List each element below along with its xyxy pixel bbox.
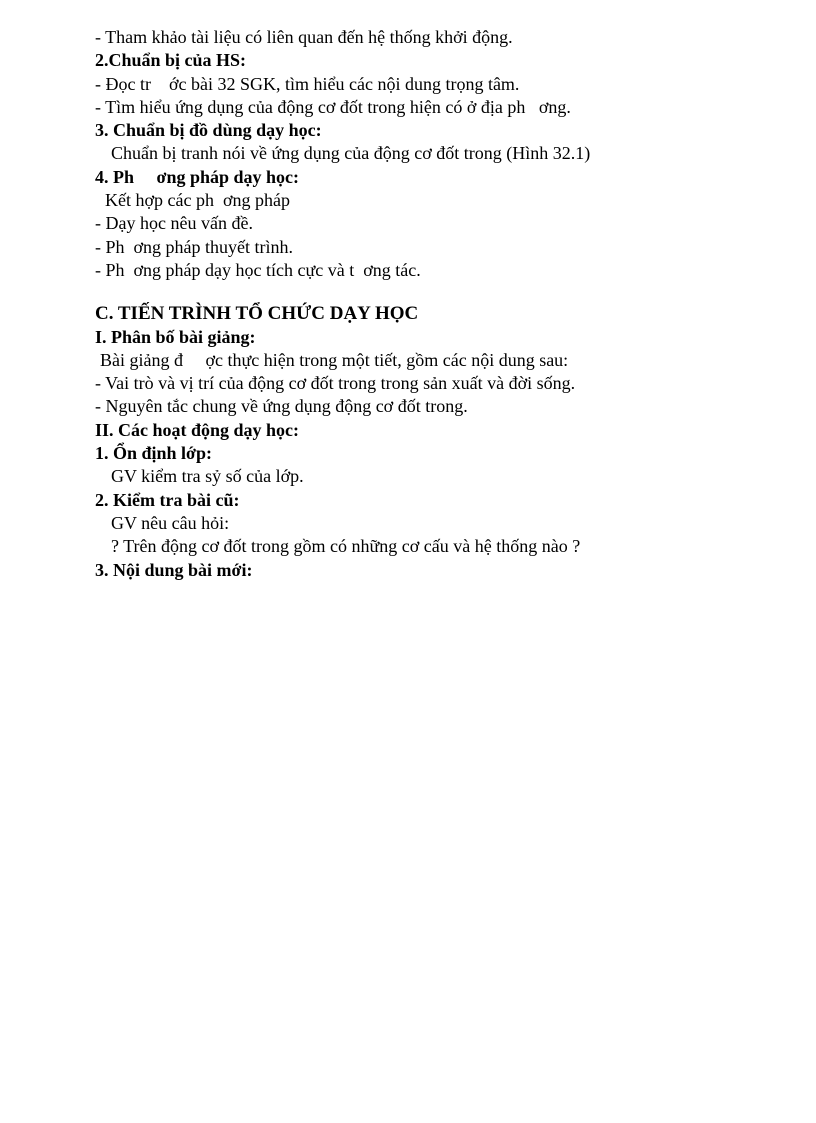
text-line: - Tham khảo tài liệu có liên quan đến hệ thống khởi động.: [95, 27, 513, 47]
text-line: Chuẩn bị tranh nói về ứng dụng của động cơ đốt trong (Hình 32.1): [111, 143, 591, 164]
text-line: - Đọc tr ớc bài 32 SGK, tìm hiểu các nội dung trọng tâm.: [95, 73, 520, 94]
text-line: ? Trên động cơ đốt trong gồm có những cơ cấu và hệ thống nào ?: [111, 536, 581, 557]
heading: 4. Ph ơng pháp dạy học:: [95, 166, 300, 187]
text-line: - Ph ơng pháp thuyết trình.: [95, 236, 293, 257]
heading: II. Các hoạt động dạy học:: [95, 419, 300, 440]
heading: 2.Chuẩn bị của HS:: [95, 50, 247, 71]
heading: 3. Nội dung bài mới:: [95, 559, 253, 580]
text-line: - Dạy học nêu vấn đề.: [95, 213, 253, 234]
document-page: [95, 26, 775, 582]
heading: 3. Chuẩn bị đồ dùng dạy học:: [95, 120, 322, 141]
text-line: - Nguyên tắc chung về ứng dụng động cơ đốt trong.: [95, 396, 468, 417]
text-line: Bài giảng đ ợc thực hiện trong một tiết, gồm các nội dung sau:: [100, 349, 569, 370]
text-line: - Tìm hiểu ứng dụng của động cơ đốt trong hiện có ở địa ph ơng.: [95, 96, 571, 117]
heading: I. Phân bố bài giảng:: [95, 326, 256, 347]
section-title: C. TIẾN TRÌNH TỔ CHỨC DẠY HỌC: [95, 303, 419, 325]
text-line: Kết hợp các ph ơng pháp: [105, 190, 290, 211]
text-line: - Ph ơng pháp dạy học tích cực và t ơng tác.: [95, 259, 421, 280]
text-line: - Vai trò và vị trí của động cơ đốt trong trong sản xuất và đời sống.: [95, 373, 576, 394]
text-line: GV nêu câu hỏi:: [111, 512, 230, 533]
heading: 1. Ổn định lớp:: [95, 443, 213, 464]
spacer: [95, 282, 775, 302]
heading: 2. Kiểm tra bài cũ:: [95, 489, 240, 510]
text-line: GV kiểm tra sỷ số của lớp.: [111, 466, 304, 487]
